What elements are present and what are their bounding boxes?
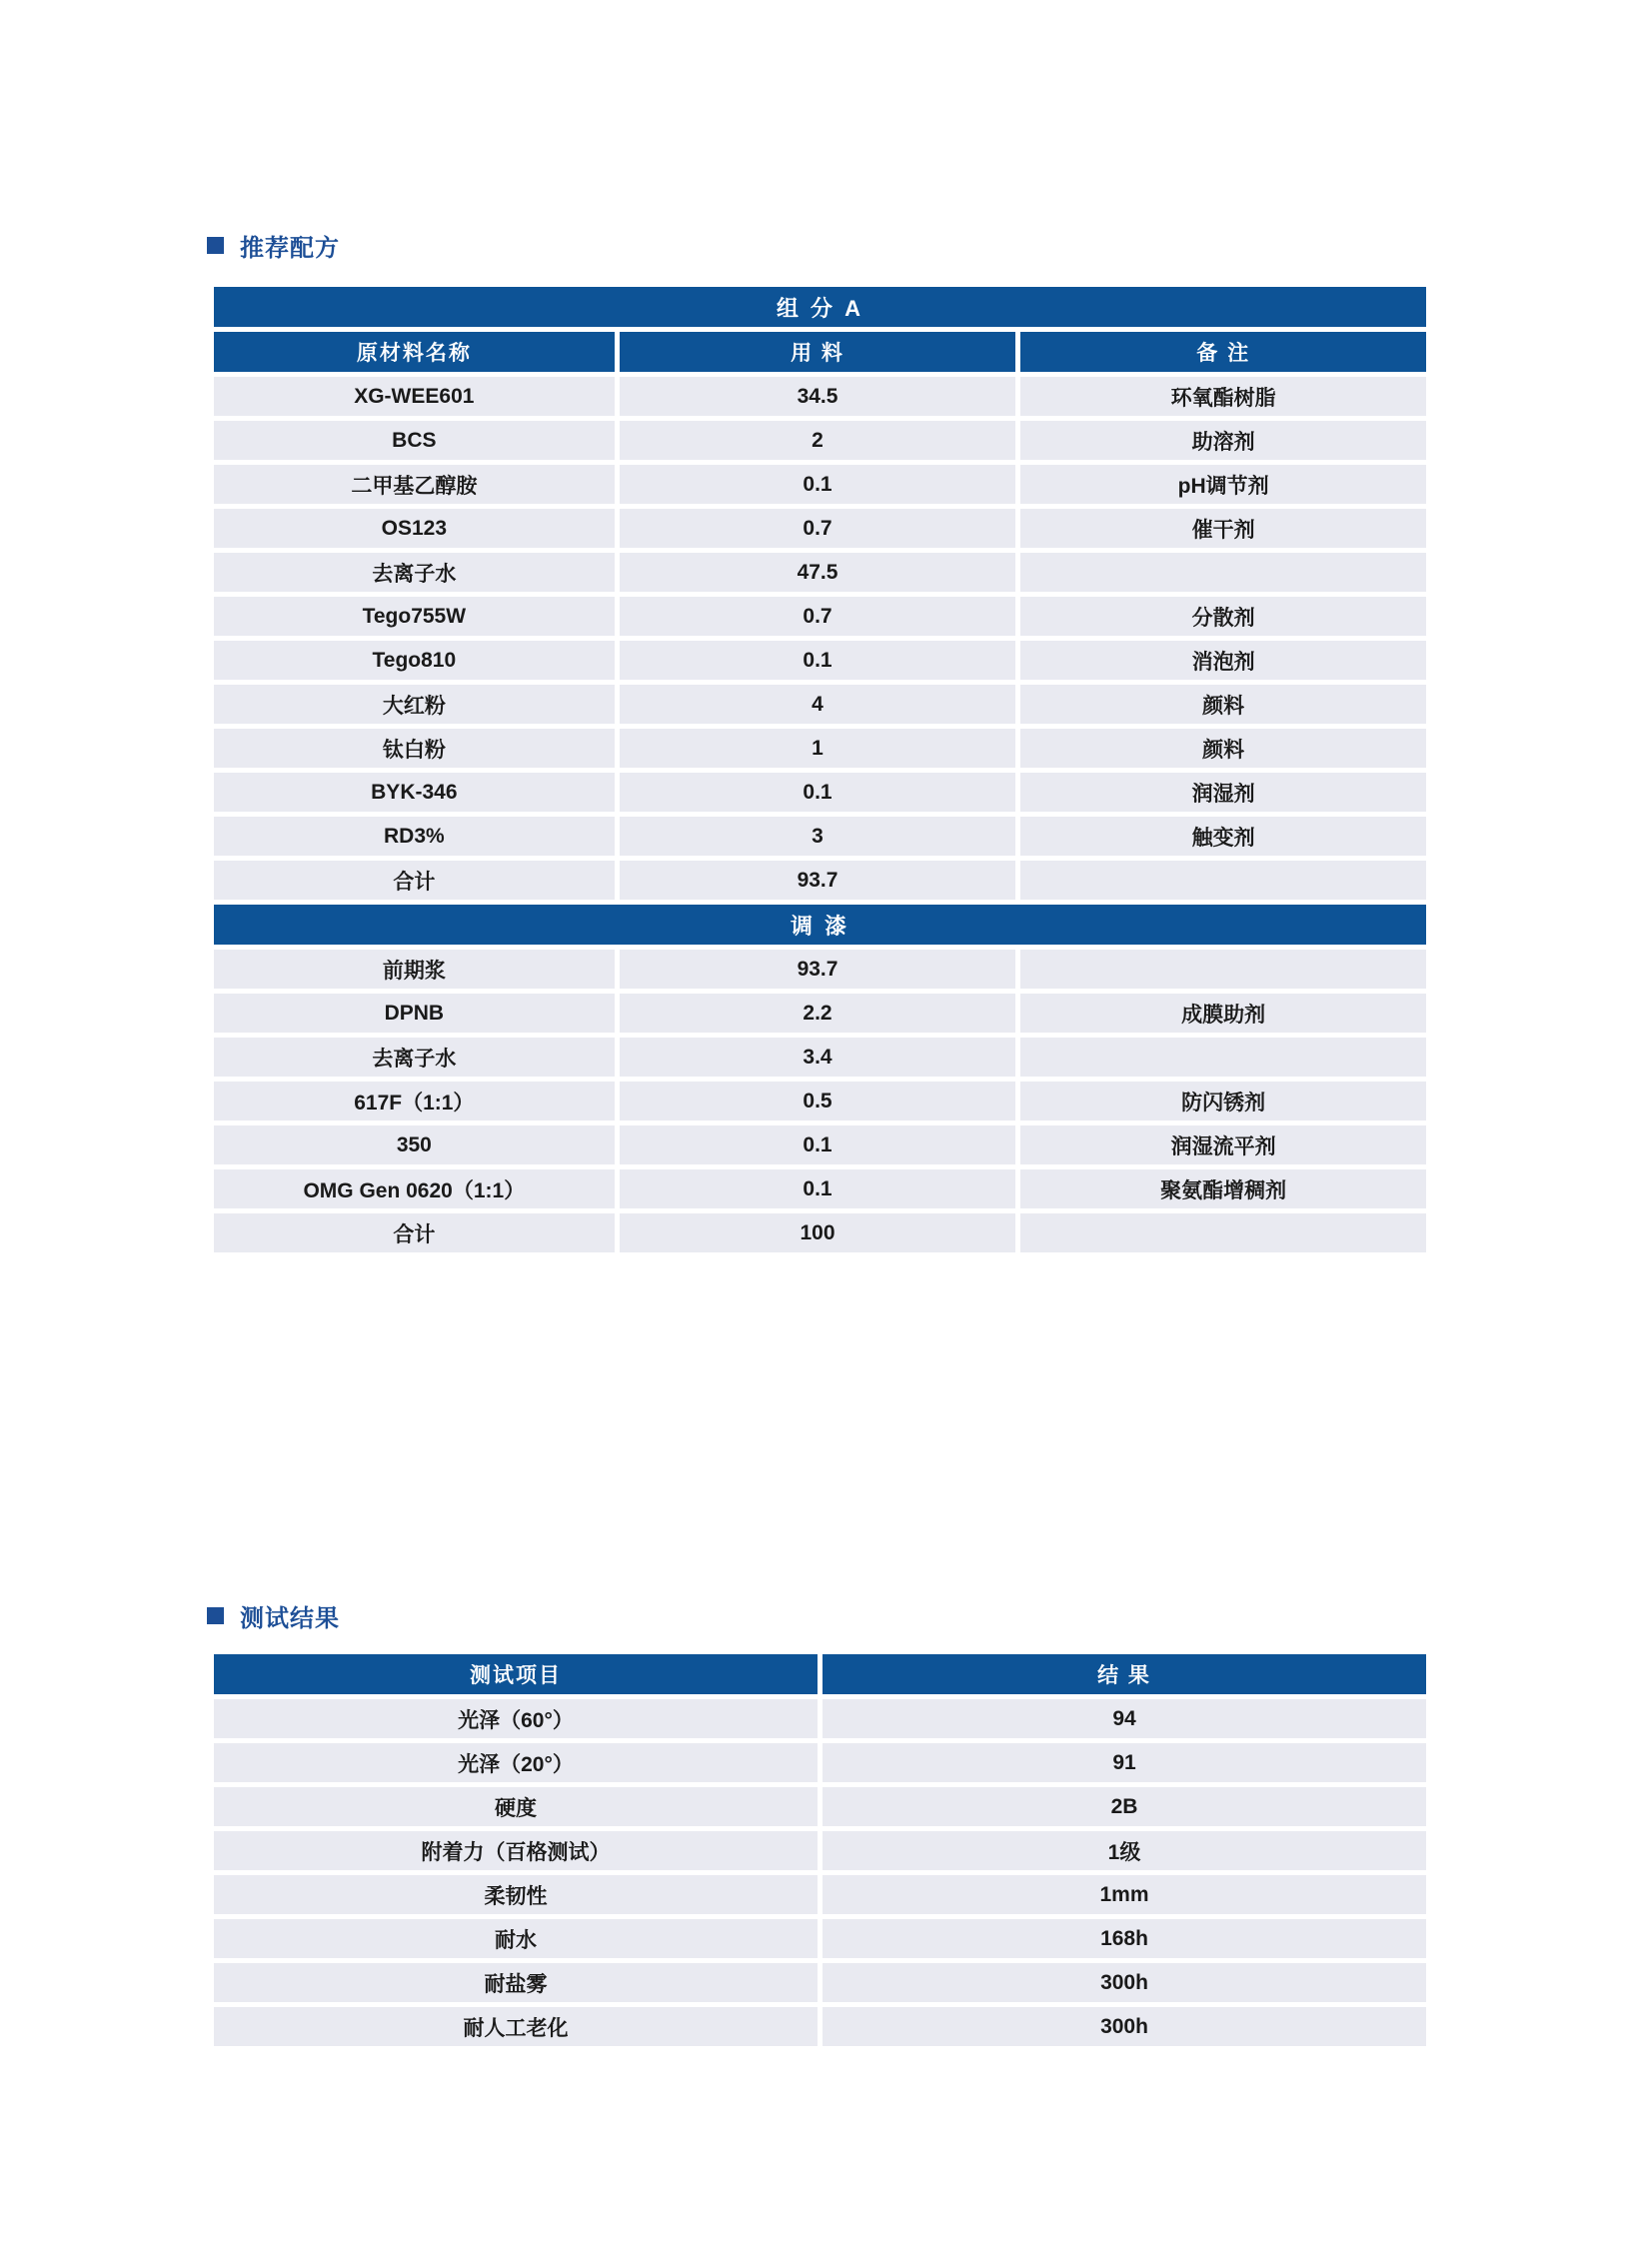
table-row [214,1125,1426,1164]
section-title-test-results [207,1601,340,1632]
cell-note: 聚氨酯增稠剂 [1020,1169,1426,1208]
group-header-paint-mixing: 调 漆 [214,905,1426,945]
cell-test-result: 1mm [823,1875,1426,1914]
table-row [214,1875,1426,1914]
cell-material: 二甲基乙醇胺 [214,465,615,504]
cell-material: 去离子水 [214,1038,615,1077]
cell-material: OS123 [214,509,615,548]
table-row [214,773,1426,812]
cell-test-item: 硬度 [214,1787,818,1826]
column-header-row [214,1654,1426,1694]
table-row [214,1963,1426,2002]
cell-note: 颜料 [1020,729,1426,768]
cell-material: 合计 [214,861,615,900]
cell-amount: 0.7 [620,597,1016,636]
table-row [214,1699,1426,1738]
cell-test-result: 94 [823,1699,1426,1738]
col-header-result: 结 果 [823,1654,1426,1694]
table-row [214,509,1426,548]
section-title-text: 推荐配方 [240,234,340,262]
cell-material: 617F（1:1） [214,1082,615,1121]
cell-material: OMG Gen 0620（1:1） [214,1169,615,1208]
section-title-formula [207,231,340,262]
test-results-table [214,1654,1426,2046]
cell-amount: 0.1 [620,1169,1016,1208]
cell-note: pH调节剂 [1020,465,1426,504]
table-row [214,553,1426,592]
cell-test-result: 300h [823,1963,1426,2002]
table-row [214,377,1426,416]
cell-note: 成膜助剂 [1020,994,1426,1033]
cell-note: 分散剂 [1020,597,1426,636]
cell-material: 350 [214,1125,615,1164]
cell-amount: 1 [620,729,1016,768]
table-row [214,641,1426,680]
table-row-total [214,1213,1426,1252]
cell-amount: 3.4 [620,1038,1016,1077]
column-header-row [214,332,1426,372]
table-row [214,1169,1426,1208]
cell-amount: 47.5 [620,553,1016,592]
cell-amount: 3 [620,817,1016,856]
cell-note: 润湿剂 [1020,773,1426,812]
cell-note [1020,1213,1426,1252]
cell-material: 大红粉 [214,685,615,724]
group-header-component-a: 组 分 A [214,287,1426,327]
table-row [214,1743,1426,1782]
table-row [214,1038,1426,1077]
cell-test-result: 300h [823,2007,1426,2046]
cell-note: 助溶剂 [1020,421,1426,460]
cell-test-item: 耐人工老化 [214,2007,818,2046]
cell-amount: 0.5 [620,1082,1016,1121]
table-row [214,1919,1426,1958]
cell-material: BYK-346 [214,773,615,812]
cell-note: 环氧酯树脂 [1020,377,1426,416]
cell-amount: 4 [620,685,1016,724]
formula-table [214,287,1426,1252]
cell-amount: 0.1 [620,641,1016,680]
cell-note: 润湿流平剂 [1020,1125,1426,1164]
cell-test-item: 柔韧性 [214,1875,818,1914]
cell-note: 催干剂 [1020,509,1426,548]
table-row [214,817,1426,856]
col-header-amount: 用 料 [620,332,1016,372]
cell-material: 去离子水 [214,553,615,592]
cell-test-item: 光泽（20°） [214,1743,818,1782]
cell-material: DPNB [214,994,615,1033]
cell-material: BCS [214,421,615,460]
cell-amount: 0.1 [620,465,1016,504]
cell-amount: 0.1 [620,1125,1016,1164]
table-row [214,994,1426,1033]
table-row [214,2007,1426,2046]
table-row [214,421,1426,460]
cell-amount: 2.2 [620,994,1016,1033]
cell-test-result: 1级 [823,1831,1426,1870]
cell-material: Tego810 [214,641,615,680]
square-bullet-icon [207,237,224,254]
cell-amount: 93.7 [620,950,1016,989]
cell-amount: 100 [620,1213,1016,1252]
cell-test-item: 耐盐雾 [214,1963,818,2002]
cell-amount: 0.1 [620,773,1016,812]
cell-test-result: 2B [823,1787,1426,1826]
cell-test-item: 附着力（百格测试） [214,1831,818,1870]
cell-amount: 0.7 [620,509,1016,548]
cell-test-item: 光泽（60°） [214,1699,818,1738]
table-row [214,1787,1426,1826]
cell-note [1020,861,1426,900]
cell-note: 颜料 [1020,685,1426,724]
square-bullet-icon [207,1607,224,1624]
section-title-text: 测试结果 [240,1604,340,1632]
cell-amount: 34.5 [620,377,1016,416]
cell-note [1020,1038,1426,1077]
cell-test-result: 168h [823,1919,1426,1958]
cell-material: Tego755W [214,597,615,636]
cell-amount: 93.7 [620,861,1016,900]
table-row [214,465,1426,504]
cell-material: 前期浆 [214,950,615,989]
cell-material: XG-WEE601 [214,377,615,416]
table-row [214,685,1426,724]
cell-material: 合计 [214,1213,615,1252]
cell-material: 钛白粉 [214,729,615,768]
cell-test-result: 91 [823,1743,1426,1782]
table-row [214,597,1426,636]
cell-note [1020,553,1426,592]
cell-note: 防闪锈剂 [1020,1082,1426,1121]
table-row [214,950,1426,989]
cell-test-item: 耐水 [214,1919,818,1958]
cell-note: 消泡剂 [1020,641,1426,680]
cell-note [1020,950,1426,989]
table-row [214,729,1426,768]
table-row [214,1831,1426,1870]
col-header-material-name: 原材料名称 [214,332,615,372]
cell-amount: 2 [620,421,1016,460]
table-row [214,1082,1426,1121]
cell-material: RD3% [214,817,615,856]
table-row-total [214,861,1426,900]
col-header-note: 备 注 [1020,332,1426,372]
cell-note: 触变剂 [1020,817,1426,856]
col-header-test-item: 测试项目 [214,1654,818,1694]
